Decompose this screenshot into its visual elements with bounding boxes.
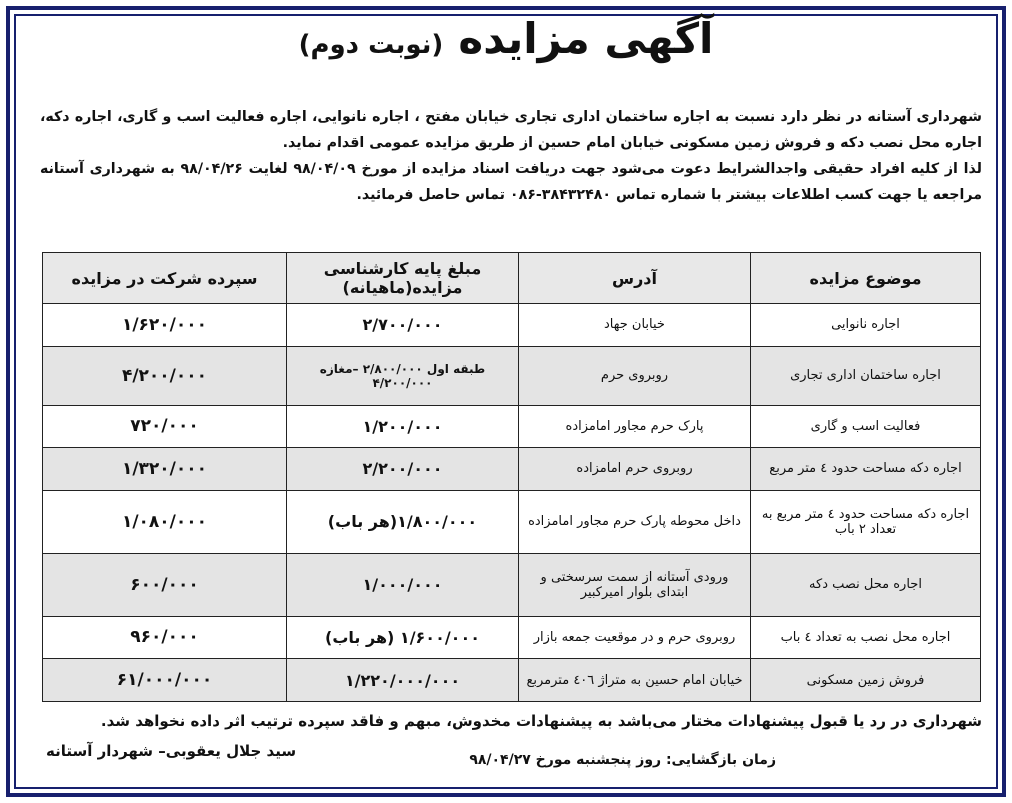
cell-base-price: ۲/۲۰۰/۰۰۰ [287, 448, 519, 491]
cell-base-price: ۲/۷۰۰/۰۰۰ [287, 304, 519, 347]
table-row [43, 405, 981, 448]
announcement-title [0, 14, 1012, 84]
cell-subject: اجاره ساختمان اداری تجاری [751, 346, 981, 405]
cell-base-price: ۱/۸۰۰/۰۰۰(هر باب) [287, 490, 519, 553]
cell-subject: اجاره محل نصب دکه [751, 553, 981, 616]
table-row [43, 346, 981, 405]
intro-text [40, 104, 982, 208]
cell-deposit: ۷۲۰/۰۰۰ [43, 405, 287, 448]
table-row [43, 448, 981, 491]
title-main: آگهی مزایده [458, 14, 714, 63]
table-row [43, 659, 981, 702]
cell-address: داخل محوطه پارک حرم مجاور امامزاده [519, 490, 751, 553]
cell-base-price: ۱/۶۰۰/۰۰۰ (هر باب) [287, 616, 519, 659]
table-header-row [43, 253, 981, 304]
intro-paragraph-2: لذا از کلیه افراد حقیقی واجدالشرایط دعوت می‌شود جهت دریافت اسناد مزایده از مورخ ۹۸/۰۴/۰۹ لغایت ۹۸/۰۴/۲۶ به شهرداری آستانه مراجعه یا جهت کسب اطلاعات بیشتر با شماره تماس ۳۸۴۳۲۴۸۰-۰۸۶ تماس حاصل فرمائید. [40, 161, 982, 203]
table-row [43, 490, 981, 553]
title-round: (نوبت دوم) [298, 30, 444, 60]
auction-table [42, 252, 981, 702]
cell-subject: اجاره دکه مساحت حدود ٤ متر مربع [751, 448, 981, 491]
cell-subject: فعالیت اسب و گاری [751, 405, 981, 448]
table-row [43, 616, 981, 659]
header-deposit: سپرده شرکت در مزایده [43, 253, 287, 304]
cell-deposit: ۶۰۰/۰۰۰ [43, 553, 287, 616]
cell-subject: فروش زمین مسکونی [751, 659, 981, 702]
cell-deposit: ۶۱/۰۰۰/۰۰۰ [43, 659, 287, 702]
terms-notice: شهرداری در رد یا قبول پیشنهادات مختار می‌باشد به پیشنهادات مخدوش، مبهم و فاقد سپرده ترتیب اثر داده نخواهد شد. [100, 712, 982, 730]
cell-deposit: ۹۶۰/۰۰۰ [43, 616, 287, 659]
cell-address: روبروی حرم [519, 346, 751, 405]
cell-address: پارک حرم مجاور امامزاده [519, 405, 751, 448]
cell-deposit: ۱/۳۲۰/۰۰۰ [43, 448, 287, 491]
cell-base-price: ۱/۰۰۰/۰۰۰ [287, 553, 519, 616]
cell-subject: اجاره محل نصب به تعداد ٤ باب [751, 616, 981, 659]
mayor-signature: سید جلال یعقوبی– شهردار آستانه [46, 742, 297, 760]
table-row [43, 553, 981, 616]
header-base-price: مبلغ پایه کارشناسی مزایده(ماهیانه) [287, 253, 519, 304]
cell-deposit: ۱/۰۸۰/۰۰۰ [43, 490, 287, 553]
intro-paragraph-1: شهرداری آستانه در نظر دارد نسبت به اجاره ساختمان اداری تجاری خیابان مفتح ، اجاره نانوایی، اجاره فعالیت اسب و گاری، اجاره دکه، اجاره محل نصب دکه و فروش زمین مسکونی خیابان امام حسین از طریق مزایده عمومی اقدام نماید. [40, 109, 982, 151]
cell-address: ورودی آستانه از سمت سرسختی و ابتدای بلوار امیرکبیر [519, 553, 751, 616]
cell-base-price: ۱/۲۰۰/۰۰۰ [287, 405, 519, 448]
cell-subject: اجاره نانوایی [751, 304, 981, 347]
table-row [43, 304, 981, 347]
cell-address: خیابان جهاد [519, 304, 751, 347]
header-address: آدرس [519, 253, 751, 304]
header-subject: موضوع مزایده [751, 253, 981, 304]
cell-deposit: ۴/۲۰۰/۰۰۰ [43, 346, 287, 405]
cell-address: روبروی حرم و در موقعیت جمعه بازار [519, 616, 751, 659]
cell-subject: اجاره دکه مساحت حدود ٤ متر مربع به تعداد ۲ باب [751, 490, 981, 553]
cell-base-price: طبقه اول ۲/۸۰۰/۰۰۰ –مغازه ۴/۲۰۰/۰۰۰ [287, 346, 519, 405]
cell-address: خیابان امام حسین به متراژ ٤٠٦ مترمربع [519, 659, 751, 702]
cell-base-price: ۱/۲۲۰/۰۰۰/۰۰۰ [287, 659, 519, 702]
cell-deposit: ۱/۶۲۰/۰۰۰ [43, 304, 287, 347]
cell-address: روبروی حرم امامزاده [519, 448, 751, 491]
opening-date: زمان بازگشایی: روز پنجشنبه مورخ ۹۸/۰۴/۲۷ [469, 752, 776, 768]
